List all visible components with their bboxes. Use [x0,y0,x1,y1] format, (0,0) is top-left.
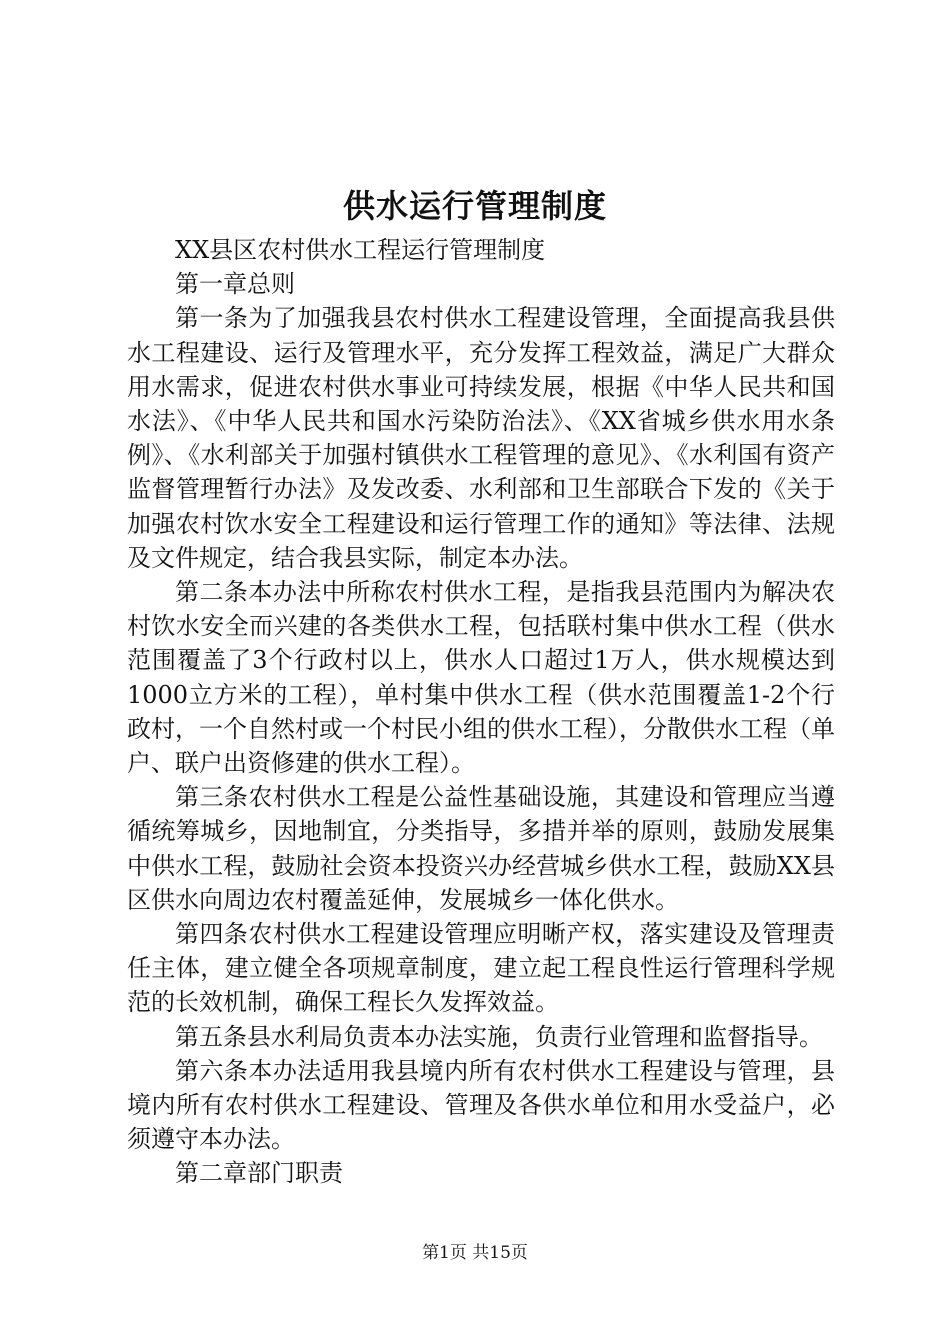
article-paragraph: 第四条农村供水工程建设管理应明晰产权，落实建设及管理责任主体，建立健全各项规章制度，建立起工程良性运行管理科学规范的长效机制，确保工程长久发挥效益。 [127,920,835,1017]
chapter-heading: 第二章部门职责 [175,1159,343,1188]
article-paragraph: 第六条本办法适用我县境内所有农村供水工程建设与管理，县境内所有农村供水工程建设、管理及各供水单位和用水受益户，必须遵守本办法。 [127,1056,835,1154]
chapter-heading: 第一章总则 [175,270,295,299]
article-paragraph: 第三条农村供水工程是公益性基础设施，其建设和管理应当遵循统筹城乡，因地制宜，分类指导，多措并举的原则，鼓励发展集中供水工程，鼓励社会资本投资兴办经营城乡供水工程，鼓励XX县区供水向周边农村覆盖延伸，发展城乡一体化供水。 [127,783,835,914]
document-subtitle: XX县区农村供水工程运行管理制度 [175,236,546,264]
article-paragraph: 第五条县水利局负责本办法实施，负责行业管理和监督指导。 [175,1022,823,1051]
article-paragraph: 第一条为了加强我县农村供水工程建设管理，全面提高我县供水工程建设、运行及管理水平，充分发挥工程效益，满足广大群众用水需求，促进农村供水事业可持续发展，根据《中华人民共和国水法》、《中华人民共和国水污染防治法》、《XX省城乡供水用水条例》、《水利部关于加强村镇供水工程管理的意见》、《水利国有资产监督管理暂行办法》及发改委、水利部和卫生部联合下发的《关于加强农村饮水安全工程建设和运行管理工作的通知》等法律、法规及文件规定，结合我县实际，制定本办法。 [127,304,835,572]
page-footer: 第1页 共15页 [422,1243,528,1263]
document-body [127,233,835,1191]
document-title: 供水运行管理制度 [342,187,607,225]
article-paragraph: 第二条本办法中所称农村供水工程，是指我县范围内为解决农村饮水安全而兴建的各类供水工程，包括联村集中供水工程（供水范围覆盖了3个行政村以上，供水人口超过1万人，供水规模达到1000立方米的工程），单村集中供水工程（供水范围覆盖1-2个行政村，一个自然村或一个村民小组的供水工程），分散供水工程（单户、联户出资修建的供水工程）。 [127,578,835,778]
